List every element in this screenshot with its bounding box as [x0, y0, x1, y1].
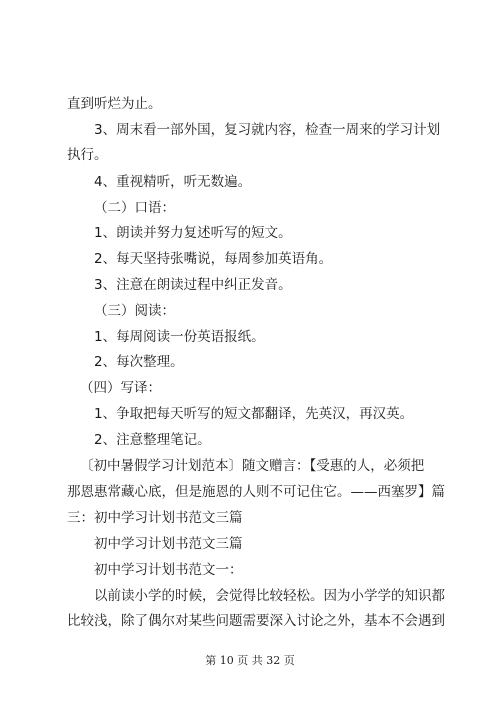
- text-line: 1、朗读并努力复述听写的短文。: [94, 225, 292, 241]
- text-line: 那恩惠常藏心底，但是施恩的人则不可记住它。——西塞罗】篇: [67, 484, 445, 500]
- section-heading: （四）写译：: [80, 380, 161, 396]
- text-line: 直到听烂为止。: [67, 96, 162, 112]
- text-line: 执行。: [67, 147, 108, 163]
- text-line: 初中学习计划书范文一：: [94, 562, 243, 578]
- text-line: 3、周末看一部外国，复习就内容，检查一周来的学习计划: [94, 122, 441, 138]
- text-line: 比较浅，除了偶尔对某些问题需要深入讨论之外，基本不会遇到: [67, 613, 445, 629]
- text-line: 4、重视精听，听无数遍。: [94, 174, 252, 190]
- text-line: 2、每天坚持张嘴说，每周参加英语角。: [94, 251, 333, 267]
- text-line: 初中学习计划书范文三篇: [94, 536, 243, 552]
- section-heading: （二）口语：: [94, 200, 175, 216]
- text-line: 以前读小学的时候，会觉得比较轻松。因为小学学的知识都: [94, 588, 445, 604]
- page-number-footer: 第 10 页 共 32 页: [205, 654, 295, 667]
- text-line: 2、每次整理。: [94, 354, 184, 370]
- text-line: 1、每周阅读一份英语报纸。: [94, 329, 265, 345]
- text-line: 3、注意在朗读过程中纠正发音。: [94, 277, 292, 293]
- text-line: 2、注意整理笔记。: [94, 432, 211, 448]
- section-heading: （三）阅读：: [94, 303, 175, 319]
- text-line: 〔初中暑假学习计划范本〕随文赠言：【受惠的人，必须把: [80, 458, 425, 474]
- text-line: 三：初中学习计划书范文三篇: [67, 510, 243, 526]
- text-line: 1、争取把每天听写的短文都翻译，先英汉，再汉英。: [94, 406, 414, 422]
